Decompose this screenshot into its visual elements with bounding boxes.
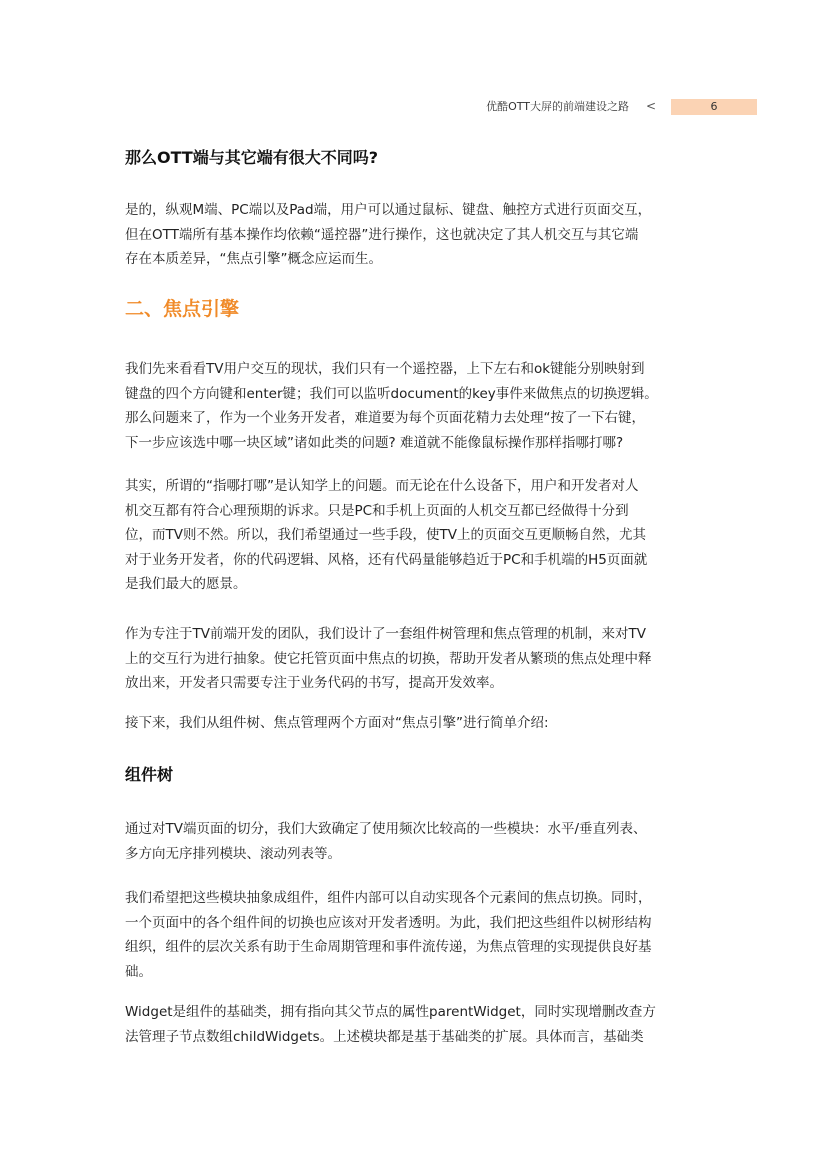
paragraph-1	[125, 198, 705, 272]
paragraph-line: 多方向无序排列模块、滚动列表等。	[125, 845, 341, 862]
paragraph-line: 是我们最大的愿景。	[125, 576, 247, 592]
paragraph-5	[125, 711, 705, 736]
paragraph-line: 位，而TV则不然。所以，我们希望通过一些手段，使TV上的页面交互更顺畅自然，尤其	[125, 527, 646, 543]
paragraph-line: 法管理子节点数组childWidgets。上述模块都是基于基础类的扩展。具体而言，基础类	[125, 1028, 644, 1045]
paragraph-line: 作为专注于TV前端开发的团队，我们设计了一套组件树管理和焦点管理的机制，来对TV	[125, 626, 646, 642]
paragraph-line: 通过对TV端页面的切分，我们大致确定了使用频次比较高的一些模块：水平/垂直列表、	[125, 821, 647, 837]
paragraph-line: 存在本质差异，“焦点引擎”概念应运而生。	[125, 251, 382, 267]
paragraph-2	[125, 357, 705, 455]
paragraph-3	[125, 474, 705, 597]
paragraph-line: Widget是组件的基础类，拥有指向其父节点的属性parentWidget，同时实现增删改查方	[125, 1004, 656, 1020]
paragraph-line: 是的，纵观M端、PC端以及Pad端，用户可以通过鼠标、键盘、触控方式进行页面交互，	[125, 202, 652, 218]
paragraph-line: 我们先来看看TV用户交互的现状，我们只有一个遥控器，上下左右和ok键能分别映射到	[125, 361, 645, 377]
section-heading: 二、焦点引擎	[125, 298, 240, 320]
paragraph-4	[125, 622, 705, 696]
paragraph-line: 一个页面中的各个组件间的切换也应该对开发者透明。为此，我们把这些组件以树形结构	[125, 914, 652, 931]
paragraph-8	[125, 1000, 705, 1049]
paragraph-line: 下一步应该选中哪一块区域”诸如此类的问题? 难道就不能像鼠标操作那样指哪打哪?	[125, 434, 624, 451]
paragraph-line: 接下来，我们从组件树、焦点管理两个方面对“焦点引擎”进行简单介绍:	[125, 715, 549, 731]
paragraph-line: 上的交互行为进行抽象。使它托管页面中焦点的切换，帮助开发者从繁琐的焦点处理中释	[125, 650, 652, 667]
paragraph-line: 那么问题来了，作为一个业务开发者，难道要为每个页面花精力去处理“按了一下右键，	[125, 410, 645, 426]
paragraph-line: 其实，所谓的“指哪打哪”是认知学上的问题。而无论在什么设备下，用户和开发者对人	[125, 478, 639, 494]
paragraph-line: 础。	[125, 963, 152, 980]
question-heading: 那么OTT端与其它端有很大不同吗?	[125, 148, 379, 167]
paragraph-line: 组织，组件的层次关系有助于生命周期管理和事件流传递，为焦点管理的实现提供良好基	[125, 939, 652, 955]
chevron-left-icon[interactable]: <	[646, 99, 657, 113]
paragraph-6	[125, 817, 705, 866]
page-number-badge: 6	[671, 99, 757, 115]
paragraph-line: 键盘的四个方向键和enter键；我们可以监听document的key事件来做焦点的切换逻辑。	[125, 385, 658, 402]
paragraph-line: 对于业务开发者，你的代码逻辑、风格，还有代码量能够趋近于PC和手机端的H5页面就	[125, 551, 648, 568]
paragraph-line: 机交互都有符合心理预期的诉求。只是PC和手机上页面的人机交互都已经做得十分到	[125, 502, 629, 519]
paragraph-line: 放出来，开发者只需要专注于业务代码的书写，提高开发效率。	[125, 675, 503, 691]
header-title: 优酷OTT大屏的前端建设之路	[486, 100, 629, 113]
paragraph-7	[125, 886, 705, 984]
paragraph-line: 我们希望把这些模块抽象成组件，组件内部可以自动实现各个元素间的焦点切换。同时，	[125, 890, 652, 906]
paragraph-line: 但在OTT端所有基本操作均依赖“遥控器”进行操作，这也就决定了其人机交互与其它端	[125, 226, 639, 243]
sub-heading: 组件树	[125, 765, 174, 784]
